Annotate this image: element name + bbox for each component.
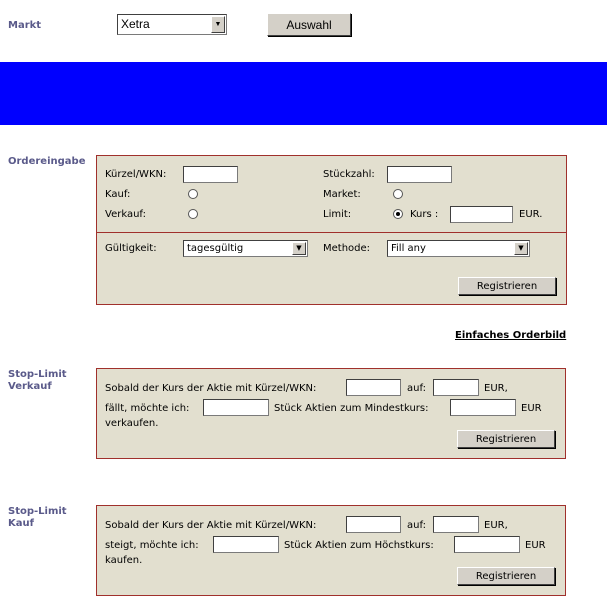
sk-auf-label: auf: [407, 520, 426, 531]
banner [0, 62, 607, 125]
stop-verkauf-label-line2: Verkauf [8, 381, 52, 392]
ordereingabe-register-button[interactable]: Registrieren [458, 277, 556, 295]
verkauf-label: Verkauf: [105, 209, 146, 220]
methode-label: Methode: [323, 243, 371, 254]
gueltigkeit-select-value: tagesgültig [187, 243, 244, 254]
stop-verkauf-panel [96, 368, 566, 459]
sk-line3-text: kaufen. [105, 555, 143, 566]
kuerzel-input[interactable] [183, 166, 238, 183]
sv-eur-comma: EUR, [484, 383, 508, 394]
market-label: Market: [323, 189, 361, 200]
kurs-label: Kurs : [410, 209, 439, 220]
sv-line2-mid: Stück Aktien zum Mindestkurs: [274, 403, 429, 414]
markt-select-value: Xetra [121, 17, 150, 31]
market-radio[interactable] [393, 189, 403, 199]
limit-radio[interactable] [393, 209, 403, 219]
sv-mindestkurs-input[interactable] [450, 399, 516, 416]
sk-line2-mid: Stück Aktien zum Höchstkurs: [284, 540, 434, 551]
sv-auf-input[interactable] [433, 379, 479, 396]
sk-kuerzel-input[interactable] [346, 516, 401, 533]
auswahl-button[interactable]: Auswahl [267, 13, 351, 36]
ordereingabe-panel [96, 155, 567, 305]
sv-stueck-input[interactable] [203, 399, 269, 416]
kuerzel-label: Kürzel/WKN: [105, 169, 167, 180]
markt-label: Markt [8, 20, 42, 31]
limit-label: Limit: [323, 209, 352, 220]
sk-eur-comma: EUR, [484, 520, 508, 531]
stueckzahl-label: Stückzahl: [323, 169, 375, 180]
gueltigkeit-select[interactable] [183, 240, 308, 257]
eur-label: EUR. [519, 209, 543, 220]
stop-kauf-label-line1: Stop-Limit [8, 506, 67, 517]
sv-line1-text: Sobald der Kurs der Aktie mit Kürzel/WKN: [105, 383, 317, 394]
panel-divider [97, 232, 566, 233]
stueckzahl-input[interactable] [387, 166, 452, 183]
stop-kauf-panel [96, 505, 566, 596]
sv-kuerzel-input[interactable] [346, 379, 401, 396]
kurs-input[interactable] [450, 206, 513, 223]
sk-line2-text: steigt, möchte ich: [105, 540, 199, 551]
verkauf-radio[interactable] [188, 209, 198, 219]
methode-select-value: Fill any [391, 243, 426, 254]
sv-line2-text: fällt, möchte ich: [105, 403, 190, 414]
einfaches-orderbild-link[interactable]: Einfaches Orderbild [455, 330, 567, 341]
chevron-down-icon: ▼ [514, 242, 528, 255]
stop-kauf-label-line2: Kauf [8, 518, 34, 529]
sk-line1-text: Sobald der Kurs der Aktie mit Kürzel/WKN: [105, 520, 317, 531]
kauf-radio[interactable] [188, 189, 198, 199]
gueltigkeit-label: Gültigkeit: [105, 243, 157, 254]
stop-kauf-register-button[interactable]: Registrieren [457, 567, 555, 585]
stop-verkauf-label [8, 369, 67, 393]
chevron-down-icon: ▼ [211, 16, 225, 33]
kauf-label: Kauf: [105, 189, 131, 200]
sv-auf-label: auf: [407, 383, 426, 394]
stop-verkauf-label-line1: Stop-Limit [8, 369, 67, 380]
chevron-down-icon: ▼ [292, 242, 306, 255]
markt-select[interactable] [117, 14, 227, 35]
ordereingabe-label: Ordereingabe [8, 156, 86, 167]
sk-hoechstkurs-input[interactable] [454, 536, 520, 553]
sv-eur: EUR [521, 403, 542, 414]
stop-verkauf-register-button[interactable]: Registrieren [457, 430, 555, 448]
sk-eur: EUR [525, 540, 546, 551]
sk-stueck-input[interactable] [213, 536, 279, 553]
stop-kauf-label [8, 506, 67, 530]
sk-auf-input[interactable] [433, 516, 479, 533]
methode-select[interactable] [387, 240, 530, 257]
sv-line3-text: verkaufen. [105, 418, 159, 429]
